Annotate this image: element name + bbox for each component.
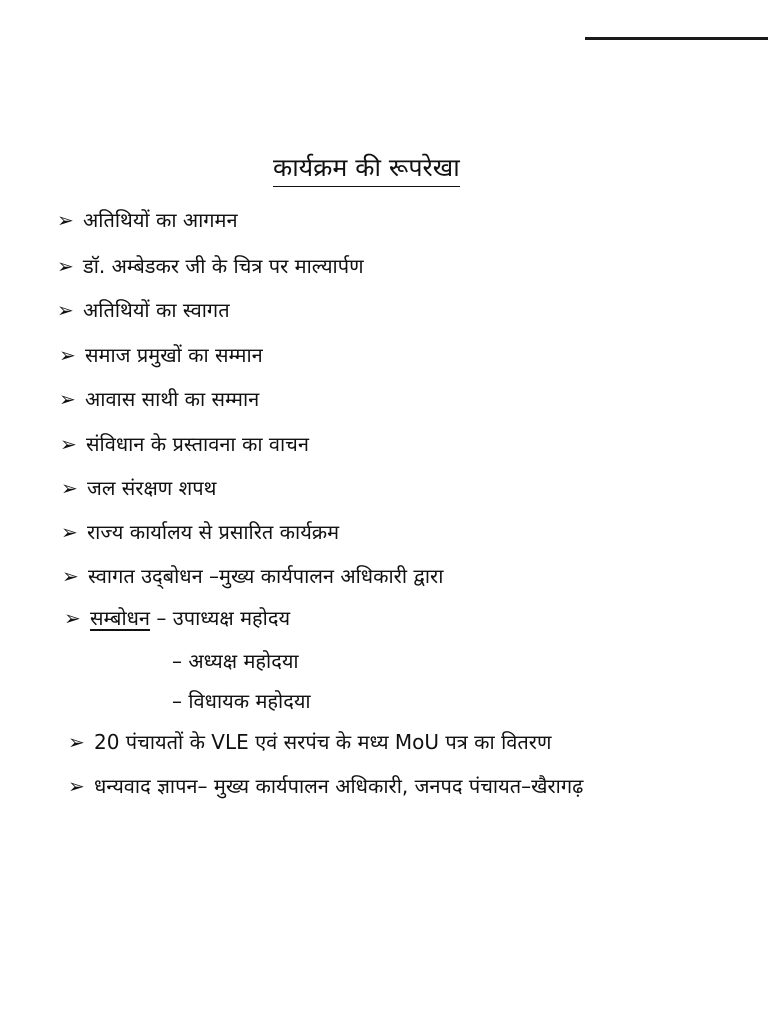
arrow-bullet-icon: ➢ — [60, 432, 77, 456]
arrow-bullet-icon: ➢ — [68, 774, 85, 798]
list-item — [61, 474, 216, 501]
sub-list-item: – विधायक महोदया — [172, 689, 311, 713]
list-item-text: आवास साथी का सम्मान — [85, 387, 260, 411]
list-item-text: स्वागत उद्‌बोधन –मुख्य कार्यपालन अधिकारी द्वारा — [88, 564, 444, 588]
list-item-address — [64, 604, 290, 631]
arrow-bullet-icon: ➢ — [62, 564, 79, 588]
list-item — [59, 341, 263, 368]
list-item — [59, 385, 259, 412]
arrow-bullet-icon: ➢ — [68, 730, 85, 754]
list-item-text: डॉ. अम्बेडकर जी के चित्र पर माल्यार्पण — [83, 254, 364, 278]
arrow-bullet-icon: ➢ — [57, 254, 74, 278]
arrow-bullet-icon: ➢ — [61, 520, 78, 544]
list-item — [62, 562, 443, 589]
list-item-text: संविधान के प्रस्तावना का वाचन — [86, 432, 309, 456]
list-item — [57, 206, 238, 233]
arrow-bullet-icon: ➢ — [64, 606, 81, 630]
list-item-text: अतिथियों का स्वागत — [83, 298, 230, 322]
arrow-bullet-icon: ➢ — [57, 298, 74, 322]
arrow-bullet-icon: ➢ — [59, 343, 76, 367]
page-title: कार्यक्रम की रूपरेखा — [273, 150, 460, 187]
list-item — [68, 728, 551, 755]
arrow-bullet-icon: ➢ — [57, 208, 74, 232]
list-item-text: अतिथियों का आगमन — [83, 208, 238, 232]
list-item-text: राज्य कार्यालय से प्रसारित कार्यक्रम — [87, 520, 340, 544]
list-item-text: धन्यवाद ज्ञापन– मुख्य कार्यपालन अधिकारी, जनपद पंचायत–खैरागढ़ — [94, 774, 584, 798]
list-item-text: समाज प्रमुखों का सम्मान — [85, 343, 263, 367]
list-item — [61, 518, 339, 545]
list-item — [60, 430, 309, 457]
arrow-bullet-icon: ➢ — [61, 476, 78, 500]
list-item-text: – उपाध्यक्ष महोदय — [150, 606, 291, 630]
list-item-text: 20 पंचायतों के VLE एवं सरपंच के मध्य MoU पत्र का वितरण — [94, 730, 552, 754]
list-item — [57, 296, 230, 323]
list-item — [57, 252, 364, 279]
sub-list-item: – अध्यक्ष महोदया — [172, 649, 299, 673]
arrow-bullet-icon: ➢ — [59, 387, 76, 411]
list-item — [68, 772, 583, 799]
address-label: सम्बोधन — [90, 606, 151, 630]
list-item-text: जल संरक्षण शपथ — [87, 476, 217, 500]
